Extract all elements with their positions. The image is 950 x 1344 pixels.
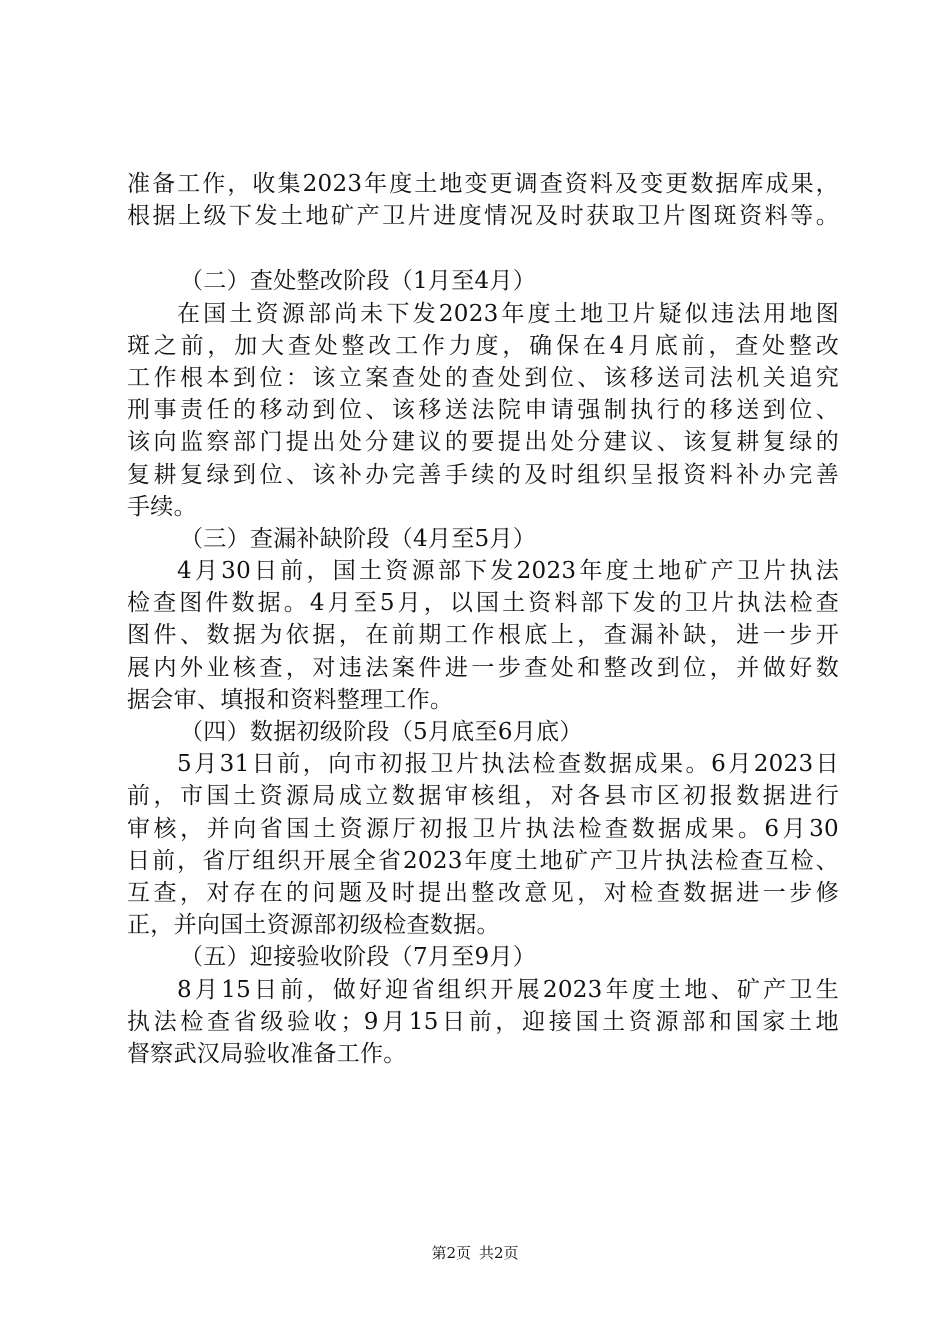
text-line: 执法检查省级验收；9月15日前，迎接国土资源部和国家土地 — [127, 1008, 839, 1035]
text-line: 复耕复绿到位、该补办完善手续的及时组织呈报资料补办完善 — [127, 461, 839, 488]
text-line: 检查图件数据。4月至5月，以国土资料部下发的卫片执法检查 — [127, 590, 839, 617]
paragraph-gap — [127, 232, 839, 265]
section-heading: （三）查漏补缺阶段（4月至5月） — [180, 525, 537, 552]
text-line: 刑事责任的移动到位、该移送法院申请强制执行的移送到位、 — [127, 397, 839, 424]
text-line: 日前，省厅组织开展全省2023年度土地矿产卫片执法检查互检、 — [127, 847, 839, 874]
page-number: 第2页 — [431, 1244, 471, 1262]
section-2 — [127, 265, 839, 523]
text-line: 在国土资源部尚未下发2023年度土地卫片疑似违法用地图 — [177, 300, 839, 327]
section-heading: （二）查处整改阶段（1月至4月） — [180, 268, 537, 295]
text-line: 手续。 — [127, 493, 197, 520]
text-line: 督察武汉局验收准备工作。 — [127, 1040, 407, 1067]
page-footer — [0, 1243, 950, 1263]
text-line: 互查，对存在的问题及时提出整改意见，对检查数据进一步修 — [127, 879, 839, 906]
section-heading: （四）数据初级阶段（5月底至6月底） — [180, 719, 583, 745]
intro-paragraph — [127, 168, 839, 232]
text-line: 图件、数据为依据，在前期工作根底上，查漏补缺，进一步开 — [127, 622, 839, 649]
text-line: 审核，并向省国土资源厅初报卫片执法检查数据成果。6月30 — [127, 815, 839, 842]
section-5 — [127, 941, 839, 1070]
text-line: 据会审、填报和资料整理工作。 — [127, 686, 454, 713]
text-line: 展内外业核查，对违法案件进一步查处和整改到位，并做好数 — [127, 654, 839, 681]
text-line: 根据上级下发土地矿产卫片进度情况及时获取卫片图斑资料等。 — [127, 203, 839, 230]
text-line: 准备工作，收集2023年度土地变更调查资料及变更数据库成果， — [127, 171, 839, 197]
text-line: 4月30日前，国土资源部下发2023年度土地矿产卫片执法 — [177, 558, 839, 585]
section-3 — [127, 523, 839, 716]
text-line: 工作根本到位：该立案查处的查处到位、该移送司法机关追究 — [127, 364, 839, 391]
page-total: 共2页 — [479, 1244, 519, 1262]
section-4 — [127, 716, 839, 941]
section-heading: （五）迎接验收阶段（7月至9月） — [180, 944, 537, 971]
text-line: 5月31日前，向市初报卫片执法检查数据成果。6月2023日 — [177, 751, 839, 778]
text-line: 该向监察部门提出处分建议的要提出处分建议、该复耕复绿的 — [127, 429, 839, 456]
text-line: 正，并向国土资源部初级检查数据。 — [127, 912, 500, 939]
text-line: 8月15日前，做好迎省组织开展2023年度土地、矿产卫生 — [177, 976, 839, 1003]
text-line: 前，市国土资源局成立数据审核组，对各县市区初报数据进行 — [127, 783, 839, 810]
text-line: 斑之前，加大查处整改工作力度，确保在4月底前，查处整改 — [127, 332, 839, 359]
document-body — [127, 168, 839, 1070]
